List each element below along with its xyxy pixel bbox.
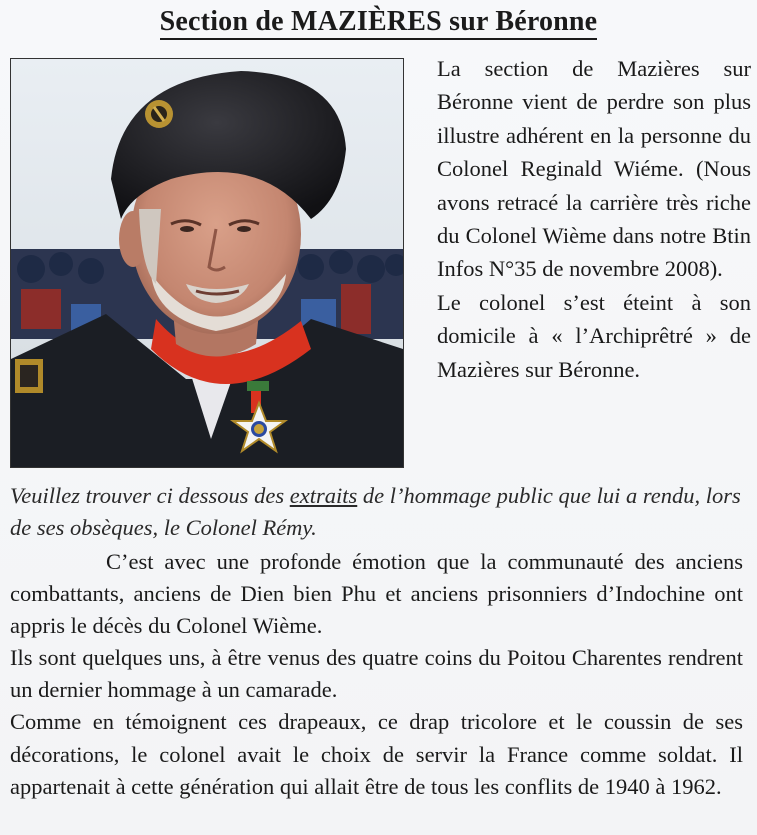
tribute-intro-before: Veuillez trouver ci dessous des xyxy=(10,483,290,508)
portrait-photo xyxy=(10,58,404,468)
tribute-body xyxy=(10,546,743,803)
body-paragraph-1: C’est avec une profonde émotion que la communauté des anciens combattants, anciens de Dien bien Phu et anciens prisonniers d’Indochine ont appris le décès du Colonel Wième. xyxy=(10,549,743,639)
tribute-intro xyxy=(10,480,745,544)
body-paragraph-3: Comme en témoignent ces drapeaux, ce drap tricolore et le coussin de ses décorations, le colonel avait le choix de servir la France comme soldat. Il appartenait à cette génération qui allait être de tous les conflits de 1940 à 1962. xyxy=(10,709,743,799)
tribute-intro-underlined: extraits xyxy=(289,483,358,508)
intro-paragraph-2: Le colonel s’est éteint à son domicile à « l’Archiprêtré » de Mazières sur Béronne. xyxy=(437,289,751,382)
tribute-intro-after: de l’hommage public que lui a rendu, lors de ses obsèques, le Colonel Rémy. xyxy=(10,483,741,540)
intro-column xyxy=(437,52,751,386)
portrait-illustration xyxy=(11,59,403,467)
body-paragraph-2: Ils sont quelques uns, à être venus des quatre coins du Poitou Charentes rendrent un dernier hommage à un camarade. xyxy=(10,645,743,703)
intro-paragraph-1: La section de Mazières sur Béronne vient de perdre son plus illustre adhérent en la personne du Colonel Reginald Wiéme. (Nous avons retracé la carrière très riche du Colonel Wième dans notre Btin Infos N°35 de novembre 2008). xyxy=(437,56,751,282)
article-title-text: Section de MAZIÈRES sur Béronne xyxy=(160,6,598,40)
article-title xyxy=(0,6,757,40)
